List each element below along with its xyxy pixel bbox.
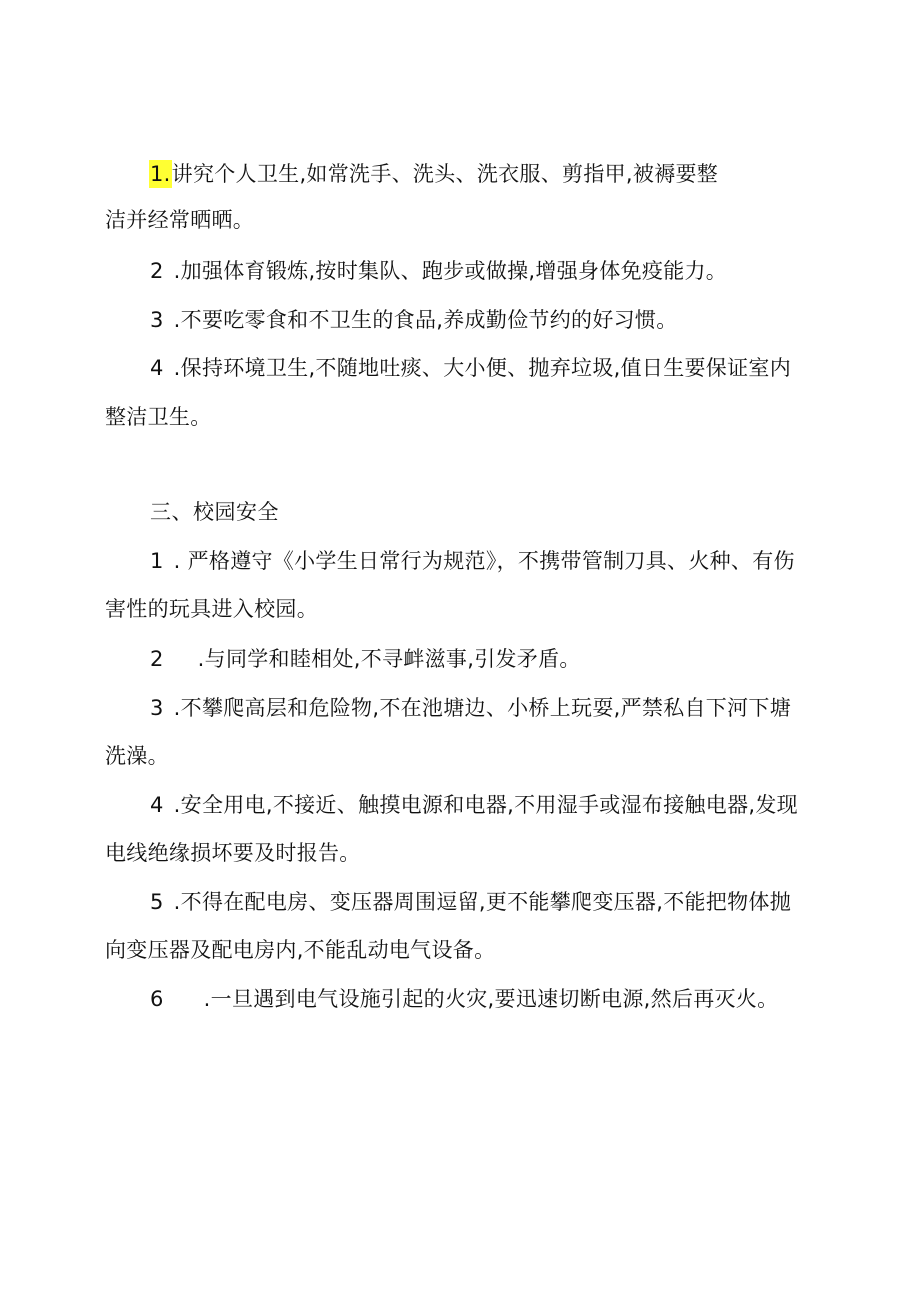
safety-item-1-line-2: 害性的玩具进入校园。 xyxy=(105,597,318,621)
health-item-2 xyxy=(150,257,727,285)
safety-item-4-text: .安全用电,不接近、触摸电源和电器,不用湿手或湿布接触电器,发现 xyxy=(173,793,798,817)
safety-item-1-text: . 严格遵守《小学生日常行为规范》，不携带管制刀具、火种、有伤 xyxy=(173,549,795,573)
safety-item-3-text: .不攀爬高层和危险物,不在池塘边、小桥上玩耍,严禁私自下河下塘 xyxy=(173,696,791,720)
safety-item-2 xyxy=(150,645,581,673)
safety-item-6-number: 6 xyxy=(150,987,164,1011)
health-item-4-line-1 xyxy=(150,354,791,382)
health-item-1-line-2: 洁并经常晒晒。 xyxy=(105,208,255,232)
safety-item-3-line-2: 洗澡。 xyxy=(105,744,169,768)
safety-item-6 xyxy=(150,985,778,1013)
safety-item-5-line-1 xyxy=(150,888,791,916)
safety-item-6-text: .一旦遇到电气设施引起的火灾,要迅速切断电源,然后再灭火。 xyxy=(203,987,779,1011)
safety-item-2-text: .与同学和睦相处,不寻衅滋事,引发矛盾。 xyxy=(197,647,581,671)
health-item-2-number: 2 xyxy=(150,259,164,283)
safety-item-3-number: 3 xyxy=(150,696,164,720)
health-item-3-text: .不要吃零食和不卫生的食品,养成勤俭节约的好习惯。 xyxy=(173,308,678,332)
health-item-3-number: 3 xyxy=(150,308,164,332)
safety-item-4-line-1 xyxy=(150,791,798,819)
health-item-3 xyxy=(150,306,678,334)
safety-item-5-line-2: 向变压器及配电房内,不能乱动电气设备。 xyxy=(105,938,496,962)
safety-item-4-line-2: 电线绝缘损坏要及时报告。 xyxy=(105,841,361,865)
health-item-1-line-1 xyxy=(149,160,718,188)
health-item-4-number: 4 xyxy=(150,356,164,380)
safety-item-1-line-1 xyxy=(150,547,795,575)
safety-item-5-number: 5 xyxy=(150,890,164,914)
safety-item-3-line-1 xyxy=(150,694,791,722)
health-item-1-number: 1. xyxy=(150,162,171,186)
safety-item-2-number: 2 xyxy=(150,647,164,671)
health-item-4-line-2: 整洁卫生。 xyxy=(105,405,212,429)
safety-item-4-number: 4 xyxy=(150,793,164,817)
safety-item-1-number: 1 xyxy=(150,549,164,573)
health-item-2-text: .加强体育锻炼,按时集队、跑步或做操,增强身体免疫能力。 xyxy=(173,259,728,283)
section-heading-campus-safety: 三、校园安全 xyxy=(150,500,279,524)
health-item-1-text: 讲究个人卫生,如常洗手、洗头、洗衣服、剪指甲,被褥要整 xyxy=(171,162,719,186)
health-item-4-text: .保持环境卫生,不随地吐痰、大小便、抛弃垃圾,值日生要保证室内 xyxy=(173,356,791,380)
safety-item-5-text: .不得在配电房、变压器周围逗留,更不能攀爬变压器,不能把物体抛 xyxy=(173,890,791,914)
